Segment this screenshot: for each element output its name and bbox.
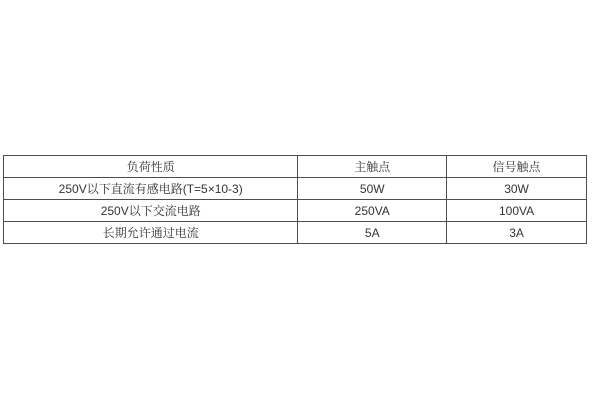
header-cell-signal-contact: 信号触点: [447, 156, 587, 178]
table-cell-signal-contact: 100VA: [447, 200, 587, 222]
table-row: [4, 200, 587, 222]
table-cell-main-contact: 250VA: [298, 200, 447, 222]
table-row: [4, 178, 587, 200]
table-cell-load-nature: 250V以下直流有感电路(T=5×10-3): [4, 178, 298, 200]
table-cell-signal-contact: 30W: [447, 178, 587, 200]
header-cell-load-nature: 负荷性质: [4, 156, 298, 178]
load-spec-table: [3, 155, 587, 244]
header-cell-main-contact: 主触点: [298, 156, 447, 178]
table-header-row: [4, 156, 587, 178]
table-cell-load-nature: 长期允许通过电流: [4, 222, 298, 244]
table-row: [4, 222, 587, 244]
table-cell-main-contact: 5A: [298, 222, 447, 244]
table-cell-main-contact: 50W: [298, 178, 447, 200]
table-cell-load-nature: 250V以下交流电路: [4, 200, 298, 222]
table-cell-signal-contact: 3A: [447, 222, 587, 244]
